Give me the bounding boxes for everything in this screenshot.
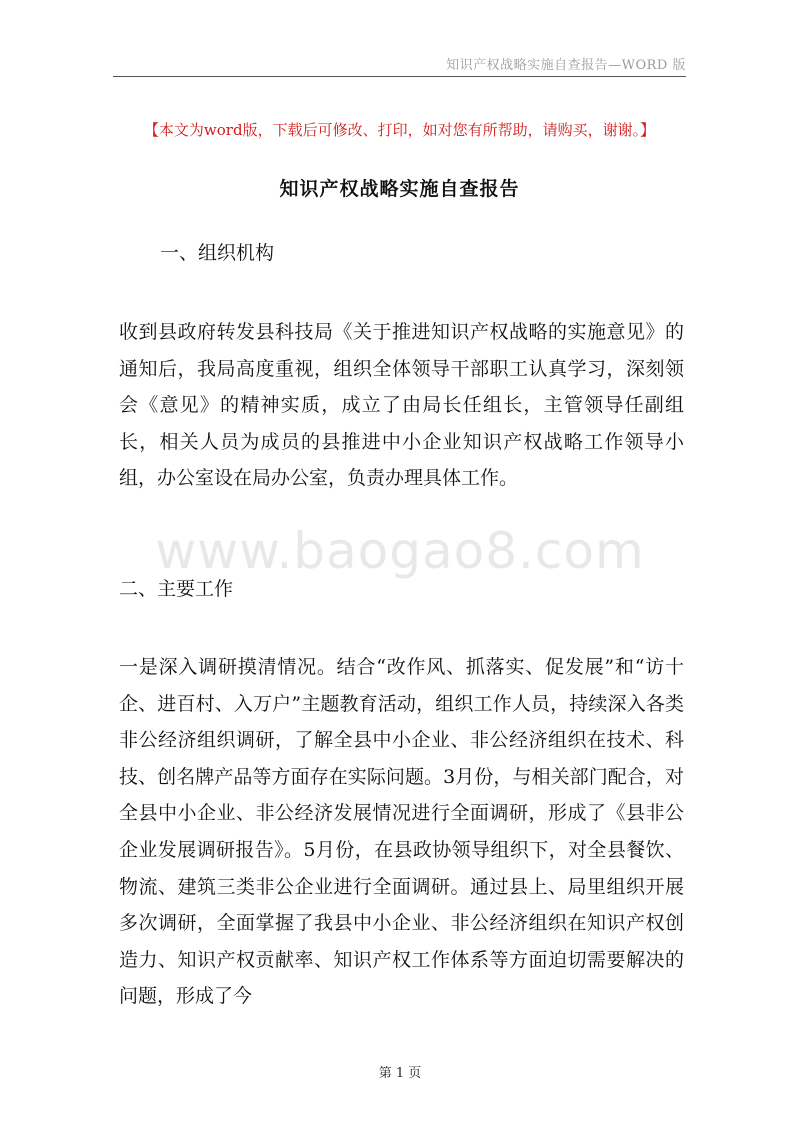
running-header: 知识产权战略实施自查报告—WORD 版 — [446, 58, 686, 73]
section-heading-organization: 一、组织机构 — [160, 242, 275, 264]
section-paragraph-main-work: 一是深入调研摸清情况。结合“改作风、抓落实、促发展”和“访十企、进百村、入万户”主题教育活动，组织工作人员，持续深入各类非公经济组织调研，了解全县中小企业、非公经济组织在技术、科技、创名牌产品等方面存在实际问题。3月份，与相关部门配合，对全县中小企业、非公经济发展情况进行全面调研，形成了《县非公企业发展调研报告》。5月份，在县政协领导组织下，对全县餐饮、物流、建筑三类非公企业进行全面调研。通过县上、局里组织开展多次调研，全面掌握了我县中小企业、非公经济组织在知识产权创造力、知识产权贡献率、知识产权工作体系等方面迫切需要解决的问题，形成了今 — [119, 656, 684, 1008]
header-divider — [113, 76, 686, 77]
section-heading-main-work: 二、主要工作 — [119, 578, 234, 600]
document-title: 知识产权战略实施自查报告 — [279, 178, 520, 200]
download-notice: 【本文为word版，下载后可修改、打印，如对您有所帮助，请购买，谢谢。】 — [143, 121, 656, 139]
watermark: www.baogao8.com — [155, 522, 645, 580]
section-paragraph-organization: 收到县政府转发县科技局《关于推进知识产权战略的实施意见》的通知后，我局高度重视，组织全体领导干部职工认真学习，深刻领会《意见》的精神实质，成立了由局长任组长，主管领导任副组长，相关人员为成员的县推进中小企业知识产权战略工作领导小组，办公室设在局办公室，负责办理具体工作。 — [119, 321, 684, 490]
page-number: 第 1 页 — [378, 1066, 422, 1081]
